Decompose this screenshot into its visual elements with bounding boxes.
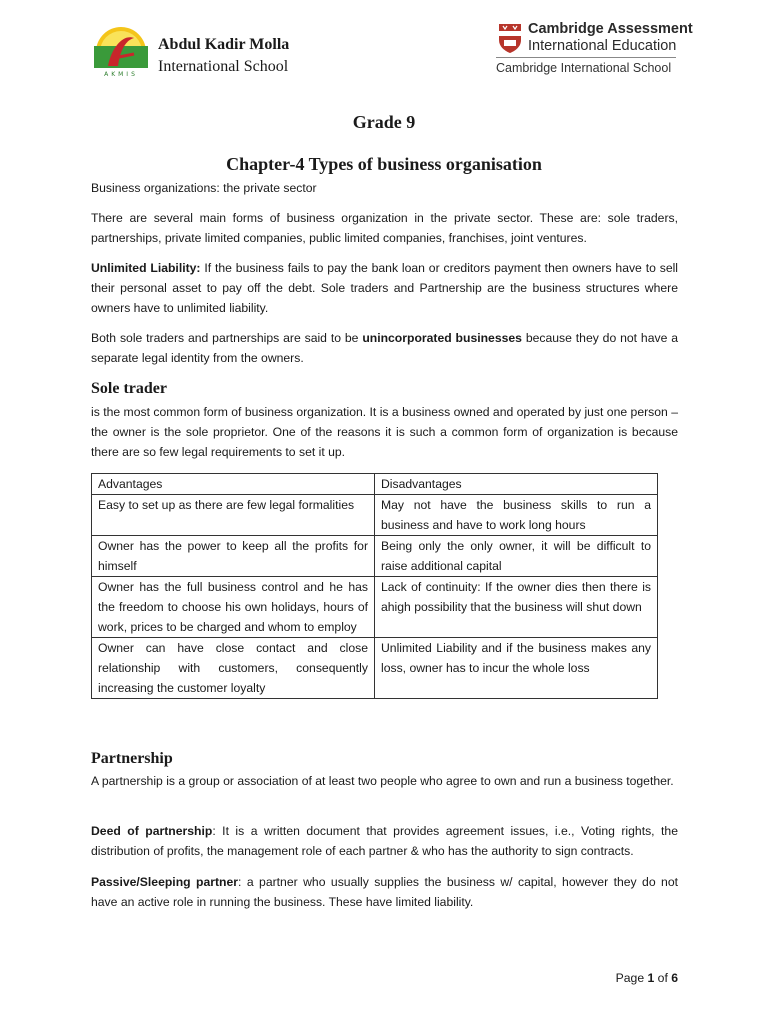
table-header-disadvantages: Disadvantages [375, 474, 658, 495]
unincorporated-before: Both sole traders and partnerships are said to be [91, 331, 363, 345]
sole-trader-heading: Sole trader [91, 380, 167, 397]
school-name [158, 34, 289, 78]
page-number [616, 971, 678, 985]
table-cell: Lack of continuity: If the owner dies then there is ahigh possibility that the business will shut down [375, 577, 658, 638]
table-row [92, 495, 658, 536]
table-cell: Owner has the power to keep all the profits for himself [92, 536, 375, 577]
school-name-line2: International School [158, 58, 289, 75]
cambridge-title [528, 21, 693, 55]
table-cell: Being only the only owner, it will be difficult to raise additional capital [375, 536, 658, 577]
unincorporated-after: because they do not have a separate legal identity from the owners. [91, 331, 679, 365]
table-cell: Owner can have close contact and close relationship with customers, consequently increasing the customer loyalty [92, 638, 375, 699]
table-row [92, 536, 658, 577]
table-header-advantages: Advantages [92, 474, 375, 495]
table-row [92, 577, 658, 638]
table-cell: Owner has the full business control and he has the freedom to choose his own holidays, hours of work, prices to be charged and whom to employ [92, 577, 375, 638]
cambridge-shield-logo [497, 22, 523, 54]
page-middle: of [654, 971, 672, 985]
cambridge-line1: Cambridge Assessment [528, 21, 693, 37]
page-prefix: Page [615, 971, 648, 985]
unlimited-liability-term: Unlimited Liability: [91, 261, 201, 275]
partnership-heading: Partnership [91, 750, 173, 767]
chapter-title: Chapter-4 Types of business organisation [226, 154, 542, 174]
forms-paragraph: There are several main forms of business organization in the private sector. These are: sole traders, partnerships, private limited companies, public limited companies, franchises, joint ventures. [91, 211, 678, 245]
table-cell: May not have the business skills to run a business and have to work long hours [375, 495, 658, 536]
page-total: 6 [671, 971, 678, 985]
sleeping-partner-text: : a partner who usually supplies the business w/ capital, however they do not have an active role in running the business. These have limited liability. [91, 875, 678, 909]
page-current: 1 [647, 971, 655, 985]
deed-text: : It is a written document that provides agreement issues, i.e., Voting rights, the distribution of profits, the management role of each partner & who has the authority to sign contracts. [91, 824, 678, 858]
cambridge-divider [496, 57, 676, 58]
sleeping-partner-paragraph [91, 872, 678, 912]
sole-trader-table [91, 473, 658, 699]
intro-line: Business organizations: the private sector [91, 181, 317, 195]
unincorporated-term: unincorporated businesses [362, 331, 522, 345]
table-row [92, 638, 658, 699]
sole-trader-paragraph: is the most common form of business organization. It is a business owned and operated by just one person – the owner is the sole proprietor. One of the reasons it is such a common form of organization is because there are so few legal requirements to set it up. [91, 405, 678, 459]
unlimited-liability-text: If the business fails to pay the bank loan or creditors payment then owners have to sell their personal asset to pay off the debt. Sole traders and Partnership are the business structures where owners have to unlimited liability. [91, 261, 679, 315]
unlimited-liability-paragraph [91, 258, 678, 318]
sleeping-partner-term: Passive/Sleeping partner [91, 875, 239, 889]
table-cell: Unlimited Liability and if the business makes any loss, owner has to incur the whole loss [375, 638, 658, 699]
unincorporated-paragraph [91, 328, 678, 368]
table-header-row [92, 474, 658, 495]
deed-paragraph [91, 821, 678, 861]
school-name-line1: Abdul Kadir Molla [158, 36, 290, 53]
grade-title: Grade 9 [352, 112, 416, 132]
table-cell: Easy to set up as there are few legal formalities [92, 495, 375, 536]
school-logo [90, 16, 152, 78]
cambridge-line2: International Education [528, 38, 677, 54]
svg-text:AKMIS: AKMIS [104, 71, 138, 78]
deed-term: Deed of partnership [91, 824, 213, 838]
cambridge-subtitle: Cambridge International School [496, 61, 672, 75]
partnership-paragraph: A partnership is a group or association of at least two people who agree to own and run a business together. [91, 774, 674, 788]
